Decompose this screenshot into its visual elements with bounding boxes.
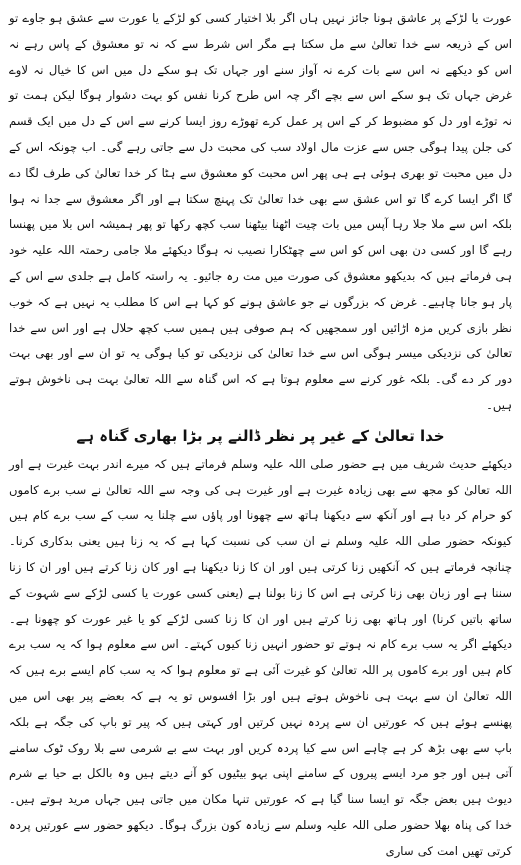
paragraph-hadith-ghairat: دیکھئے حدیث شریف میں ہے حضور صلی اللہ علیہ وسلم فرماتے ہیں کہ میرے اندر بہت غیرت ہے اور اللہ تعالیٰ کو مجھ سے بھی زیادہ غیرت ہے اور غیرت ہی کی وجہ سے اللہ تعالیٰ نے سب برے کاموں کو حرام کر دیا ہے اور آنکھ سے دیکھنا ہاتھ سے چھونا اور پاؤں سے چلنا یہ سب کے سب برے کام ہیں کیونکہ حضور صلی اللہ علیہ وسلم نے ان سب کی نسبت کہا ہے کہ یہ زنا ہیں یعنی بدکاری کرنا۔ چنانچہ فرماتے ہیں کہ آنکھیں زنا کرتی ہیں اور ان کا زنا دیکھنا ہے اور کان زنا کرتے ہیں اور ان کا زنا سننا ہے اور زبان بھی زنا کرتی ہے اس کا زنا بولنا ہے (یعنی کسی عورت یا کسی لڑکے سے شہوت کے ساتھ باتیں کرنا) اور ہاتھ بھی زنا کرتے ہیں اور ان کا زنا کسی لڑکے کو یا غیر عورت کو چھونا ہے۔ دیکھئے اگر یہ سب برے کام نہ ہوتے تو حضور انہیں زنا کیوں کہتے۔ اس سے معلوم ہوا کہ یہ سب برے کام ہیں اور برے کاموں پر اللہ تعالیٰ کو غیرت آئی ہے تو معلوم ہوا کہ یہ سب کام ایسے برے ہیں کہ اللہ تعالیٰ ان سے بہت ہی ناخوش ہوتے ہیں اور بڑا افسوس تو یہ ہے کہ بعضے پیر بھی اس میں پھنسے ہوئے ہیں کہ عورتیں ان سے پردہ نہیں کرتیں اور کہتی ہیں کہ پیر تو باپ کی جگہ ہے بلکہ باپ سے بھی بڑھ کر ہے چاہے اس سے کیا پردہ کریں اور بہت سے بے شرمی سے بلا روک ٹوک سامنے آتی ہیں اور جو مرد ایسے پیروں کے سامنے اپنی بہو بیٹیوں کو آنے دیتے ہیں وہ بالکل بے حیا بے شرم دیوث ہیں بعض جگہ تو ایسا سنا گیا ہے کہ عورتیں تنہا مکان میں جاتی ہیں جہاں مرید ہوتے ہیں۔ خدا کی پناہ بھلا حضور صلی اللہ علیہ وسلم سے زیادہ کون بزرگ ہوگا۔ دیکھو حضور سے عورتیں پردہ کرتی تھیں امت کی ساری xyxy=(9,456,512,858)
section-heading: خدا تعالیٰ کے غیر پر نظر ڈالنے پر بڑا بھاری گناہ ہے xyxy=(76,426,445,445)
paragraph-love-and-passion: عورت یا لڑکے پر عاشق ہونا جائز نہیں ہاں اگر بلا اختیار کسی کو لڑکے یا عورت سے عشق ہو جاوے تو اس کے ذریعہ سے خدا تعالیٰ سے مل سکتا ہے مگر اس شرط سے کہ نہ تو معشوق کے پاس رہے نہ اس کو دیکھے نہ اس سے بات کرے نہ آواز سنے اور جہاں تک ہو سکے دل میں اس کا خیال نہ لاوے غرض جہاں تک ہو سکے اس سے بچے اگر چہ اس طرح کرنا نفس کو بہت دشوار ہوگا لیکن ہمت تو نہ توڑے اور دل کو مضبوط کر کے اس پر عمل کرے تھوڑے روز ایسا کرنے سے اس کے دل میں ایک قسم کی جلن پیدا ہوگی جس سے عزت مال اولاد سب کی محبت دل سے جاتی رہے گی۔ اب چونکہ اس کے دل میں محبت تو بھری ہوئی ہے ہی پھر اس محبت کو معشوق سے ہٹا کر خدا تعالیٰ کی طرف لگا دے گا اگر ایسا کرے گا تو اس عشق سے بھی خدا تعالیٰ تک پہنچ سکتا ہے اور اگر معشوق سے جدا نہ ہوا بلکہ اس سے ملا جلا رہا آپس میں بات چیت اٹھنا بیٹھنا سب کچھ رکھا تو پھر ہمیشہ اس بلا میں پھنسا رہے گا اور کسی دن بھی اس کو اس سے چھٹکارا نصیب نہ ہوگا دیکھئے ملا جامی رحمتہ اللہ علیہ خود ہی فرماتے ہیں کہ بدیکھو معشوق کی صورت میں مت رہ جائیو۔ یہ راستہ کامل ہے جلدی سے اس کے پار ہو جانا چاہیے۔ غرض کہ بزرگوں نے جو عاشق ہونے کو کہا ہے اس کا مطلب یہ نہیں ہے کہ خوب نظر بازی کریں مزہ اڑائیں اور سمجھیں کہ ہم صوفی ہیں ہمیں سب کچھ حلال ہے اور اس سے خدا تعالیٰ کی نزدیکی میسر ہوگی اس سے خدا تعالیٰ کی نزدیکی تو کیا ہوگی یہ تو ان سے اور بھی بہت دور کر دے گی۔ بلکہ غور کرنے سے معلوم ہوتا ہے کہ اس گناہ سے اللہ تعالیٰ بہت ہی ناخوش ہوتے ہیں۔ xyxy=(9,11,512,412)
